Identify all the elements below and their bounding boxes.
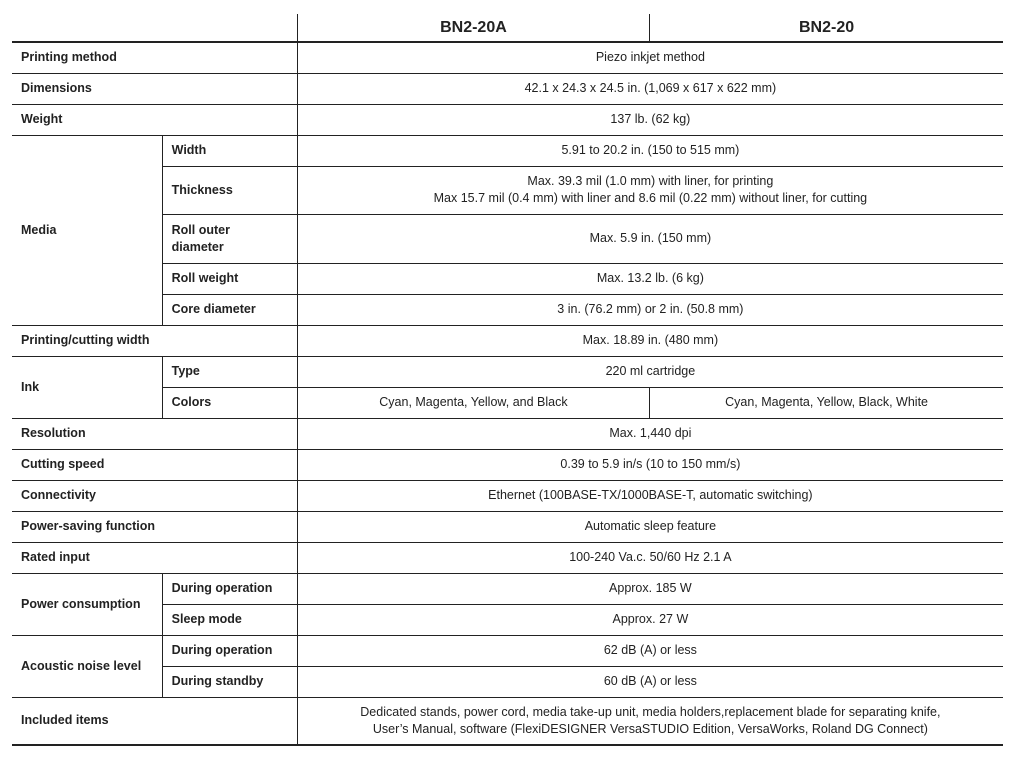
- row-printing-method: [12, 42, 1003, 73]
- row-connectivity: [12, 480, 1003, 511]
- ink-colors-value-a: Cyan, Magenta, Yellow, and Black: [297, 387, 649, 418]
- included-line-2: User’s Manual, software (FlexiDESIGNER VersaSTUDIO Edition, VersaWorks, Roland DG Connect): [372, 721, 928, 736]
- power-sleep-value: Approx. 27 W: [297, 604, 1003, 635]
- power-operation-value: Approx. 185 W: [297, 573, 1003, 604]
- included-items-value: [297, 697, 1003, 745]
- row-ink-type: [12, 356, 1003, 387]
- dimensions-label: Dimensions: [12, 73, 297, 104]
- thickness-line-1: Max. 39.3 mil (1.0 mm) with liner, for printing: [527, 174, 774, 188]
- cutting-speed-label: Cutting speed: [12, 449, 297, 480]
- row-power-operation: [12, 573, 1003, 604]
- dimensions-value: 42.1 x 24.3 x 24.5 in. (1,069 x 617 x 622 mm): [297, 73, 1003, 104]
- printing-cutting-width-label: Printing/cutting width: [12, 325, 297, 356]
- row-noise-operation: [12, 635, 1003, 666]
- printing-method-label: Printing method: [12, 42, 297, 73]
- ink-type-value: 220 ml cartridge: [297, 356, 1003, 387]
- roll-outer-label-line-1: Roll outer: [171, 222, 230, 237]
- ink-label: Ink: [12, 356, 162, 418]
- core-diameter-value: 3 in. (76.2 mm) or 2 in. (50.8 mm): [297, 294, 1003, 325]
- connectivity-value: Ethernet (100BASE-TX/1000BASE-T, automatic switching): [297, 480, 1003, 511]
- roll-outer-value: Max. 5.9 in. (150 mm): [297, 214, 1003, 263]
- rated-input-value: 100-240 Va.c. 50/60 Hz 2.1 A: [297, 542, 1003, 573]
- model-a-heading: BN2-20A: [297, 14, 649, 42]
- model-b-heading: BN2-20: [650, 14, 1003, 42]
- media-thickness-label: Thickness: [162, 166, 297, 214]
- resolution-label: Resolution: [12, 418, 297, 449]
- weight-value: 137 lb. (62 kg): [297, 104, 1003, 135]
- noise-operation-value: 62 dB (A) or less: [297, 635, 1003, 666]
- printing-cutting-width-value: Max. 18.89 in. (480 mm): [297, 325, 1003, 356]
- row-weight: [12, 104, 1003, 135]
- row-resolution: [12, 418, 1003, 449]
- resolution-value: Max. 1,440 dpi: [297, 418, 1003, 449]
- roll-outer-label-line-2: diameter: [171, 239, 224, 254]
- row-dimensions: [12, 73, 1003, 104]
- noise-standby-label: During standby: [162, 666, 297, 697]
- core-diameter-label: Core diameter: [162, 294, 297, 325]
- weight-label: Weight: [12, 104, 297, 135]
- ink-type-label: Type: [162, 356, 297, 387]
- power-operation-label: During operation: [162, 573, 297, 604]
- power-saving-label: Power-saving function: [12, 511, 297, 542]
- noise-label: Acoustic noise level: [12, 635, 162, 697]
- included-line-1: Dedicated stands, power cord, media take-up unit, media holders,replacement blade for separating knife,: [360, 704, 941, 719]
- cutting-speed-value: 0.39 to 5.9 in/s (10 to 150 mm/s): [297, 449, 1003, 480]
- roll-weight-value: Max. 13.2 lb. (6 kg): [297, 263, 1003, 294]
- media-label: Media: [12, 135, 162, 325]
- power-consumption-label: Power consumption: [12, 573, 162, 635]
- noise-operation-label: During operation: [162, 635, 297, 666]
- included-items-label: Included items: [12, 697, 297, 745]
- power-sleep-label: Sleep mode: [162, 604, 297, 635]
- row-printing-cutting-width: [12, 325, 1003, 356]
- row-cutting-speed: [12, 449, 1003, 480]
- thickness-line-2: Max 15.7 mil (0.4 mm) with liner and 8.6 mil (0.22 mm) without liner, for cutting: [433, 191, 868, 205]
- media-thickness-value: [297, 166, 1003, 214]
- printing-method-value: Piezo inkjet method: [297, 42, 1003, 73]
- header-row: [12, 14, 1003, 42]
- connectivity-label: Connectivity: [12, 480, 297, 511]
- media-width-value: 5.91 to 20.2 in. (150 to 515 mm): [297, 135, 1003, 166]
- ink-colors-label: Colors: [162, 387, 297, 418]
- noise-standby-value: 60 dB (A) or less: [297, 666, 1003, 697]
- row-media-width: [12, 135, 1003, 166]
- header-blank: [12, 14, 297, 42]
- row-power-saving: [12, 511, 1003, 542]
- row-included-items: [12, 697, 1003, 745]
- power-saving-value: Automatic sleep feature: [297, 511, 1003, 542]
- row-rated-input: [12, 542, 1003, 573]
- rated-input-label: Rated input: [12, 542, 297, 573]
- roll-outer-label: [162, 214, 297, 263]
- ink-colors-value-b: Cyan, Magenta, Yellow, Black, White: [650, 387, 1003, 418]
- media-width-label: Width: [162, 135, 297, 166]
- roll-weight-label: Roll weight: [162, 263, 297, 294]
- spec-table: [12, 14, 1003, 746]
